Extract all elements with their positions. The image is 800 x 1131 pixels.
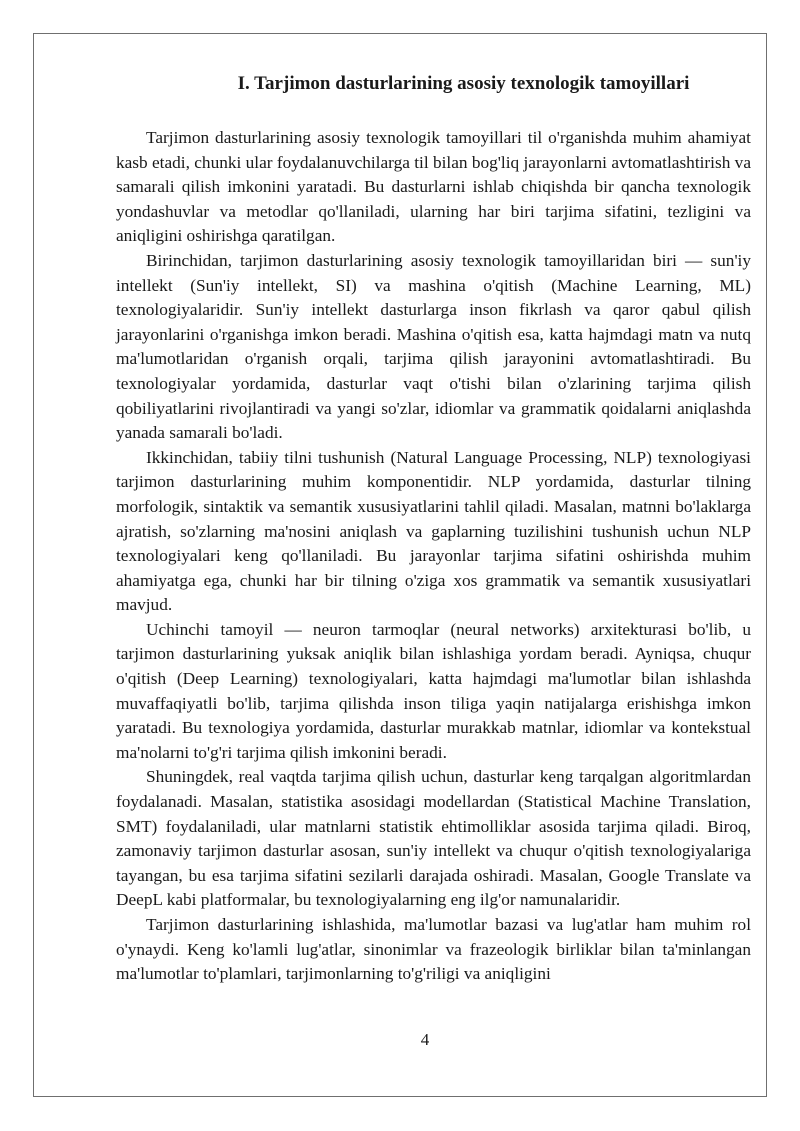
- paragraph-databases: Tarjimon dasturlarining ishlashida, ma'lumotlar bazasi va lug'atlar ham muhim rol o'ynaydi. Keng ko'lamli lug'atlar, sinonimlar va frazeologik birliklar bilan ta'minlangan ma'lumotlar to'plamlari, tarjimonlarning to'g'riligi va aniqligini: [116, 915, 751, 984]
- paragraph-real-time: Shuningdek, real vaqtda tarjima qilish uchun, dasturlar keng tarqalgan algoritmlardan foydalanadi. Masalan, statistika asosidagi modellardan (Statistical Machine Translation, SMT) foydalaniladi, ular matnlarni statistik ehtimolliklar asosida tarjima qiladi. Biroq, zamonaviy tarjimon dasturlar asosan, sun'iy intellekt va chuqur o'qitish texnologiyalariga tayangan, bu esa tarjima sifatini sezilarli darajada oshiradi. Masalan, Google Translate va DeepL kabi platformalar, bu texnologiyalarning eng ilg'or namunalaridir.: [116, 767, 751, 910]
- document-body: [116, 70, 751, 987]
- section-title: I. Tarjimon dasturlarining asosiy texnologik tamoyillari: [237, 73, 690, 94]
- paragraph-third-principle: Uchinchi tamoyil — neuron tarmoqlar (neural networks) arxitekturasi bo'lib, u tarjimon dasturlarining yuksak aniqlik bilan ishlashiga yordam beradi. Ayniqsa, chuqur o'qitish (Deep Learning) texnologiyalari, katta hajmdagi ma'lumotlar bilan ishlashda muvaffaqiyatli bo'lib, tarjima qilishda inson tiliga yaqin natijalarga erishishga imkon yaratadi. Bu texnologiya yordamida, dasturlar murakkab matnlar, idiomlar va kontekstual ma'nolarni to'g'ri tarjima qilish imkonini beradi.: [116, 619, 751, 762]
- page-number: 4: [420, 1030, 430, 1049]
- paragraph-intro: Tarjimon dasturlarining asosiy texnologik tamoyillari til o'rganishda muhim ahamiyat kasb etadi, chunki ular foydalanuvchilarga til bilan bog'liq jarayonlarni avtomatlashtirish va samarali qilish imkonini yaratadi. Bu dasturlarni ishlab chiqishda bir qancha texnologik yondashuvlar va metodlar qo'llaniladi, ularning har biri tarjima sifatini, tezligini va aniqligini oshirishga qaratilgan.: [116, 128, 751, 246]
- paragraph-second-principle: Ikkinchidan, tabiiy tilni tushunish (Natural Language Processing, NLP) texnologiyasi tarjimon dasturlarining muhim komponentidir. NLP yordamida, dasturlar tilning morfologik, sintaktik va semantik xususiyatlarini tahlil qiladi. Masalan, matnni bo'laklarga ajratish, so'zlarning ma'nosini aniqlash va gaplarning tuzilishini tushunish uchun NLP texnologiyalari keng qo'llaniladi. Bu jarayonlar tarjima sifatini oshirishda muhim ahamiyatga ega, chunki har bir tilning o'ziga xos grammatik va semantik xususiyatlari mavjud.: [116, 447, 751, 615]
- paragraph-first-principle: Birinchidan, tarjimon dasturlarining asosiy texnologik tamoyillaridan biri — sun'iy intellekt (Sun'iy intellekt, SI) va mashina o'qitish (Machine Learning, ML) texnologiyalaridir. Sun'iy intellekt dasturlarga inson fikrlash va qaror qabul qilish jarayonlarini o'rganishga imkon beradi. Mashina o'qitish esa, katta hajmdagi matn va nutq ma'lumotlaridan o'rganish orqali, tarjima qilish jarayonini avtomatlashtiradi. Bu texnologiyalar yordamida, dasturlar vaqt o'tishi bilan o'zlarining tarjima qilish qobiliyatlarini rivojlantiradi va yangi so'zlar, idiomlar va grammatik qoidalarni aniqlashda yanada samarali bo'ladi.: [116, 250, 751, 443]
